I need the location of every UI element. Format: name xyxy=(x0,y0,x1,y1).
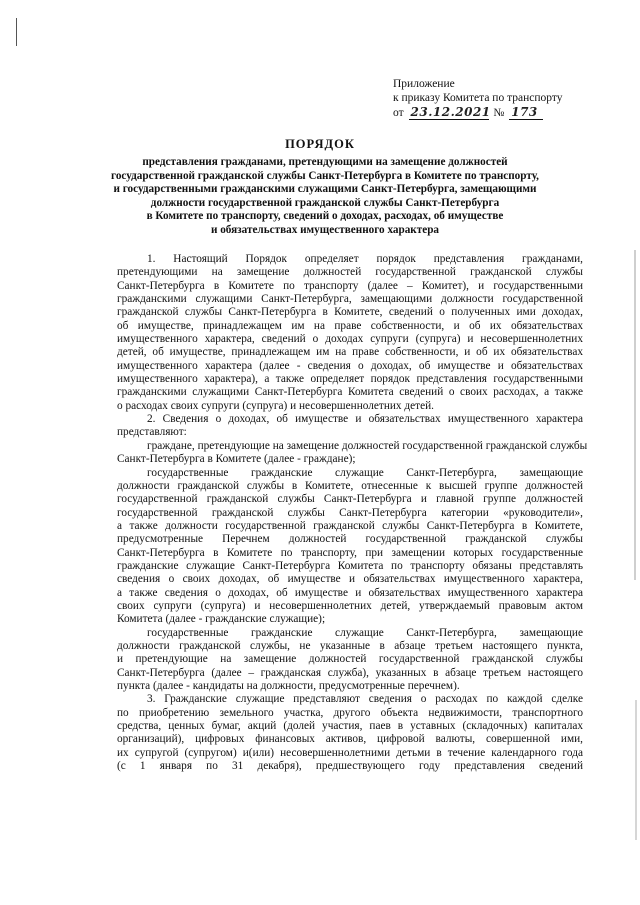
body-line: гражданскими служащими Санкт-Петербурга, замещающими должности государственной xyxy=(117,293,583,306)
body-line: сведения о своих доходах, об имуществе и обязательствах имущественного характера, xyxy=(117,573,583,586)
body-line: организаций), цифровых финансовых активов, цифровой валюты, совершенной ими, xyxy=(117,733,583,746)
appendix-label: Приложение xyxy=(393,78,455,90)
document-body xyxy=(117,253,588,773)
body-line: своих супруги (супруга) и несовершеннолетних детей, утверждаемый правовым актом xyxy=(117,599,583,612)
body-line: их супругой (супругом) и(или) несовершеннолетними детьми в течение календарного года xyxy=(117,746,583,759)
number-label: № xyxy=(493,107,505,119)
body-line: должности гражданской службы в Комитете, отнесенные к высшей группе должностей xyxy=(117,479,583,492)
body-line: гражданской службы Санкт-Петербурга в Комитете, сведений о полученных ими доходах, xyxy=(117,306,583,319)
scan-edge-shadow xyxy=(635,700,637,840)
body-line: государственные гражданские служащие Санкт-Петербурга, замещающие xyxy=(147,466,583,479)
body-line: 2. Сведения о доходах, об имуществе и обязательствах имущественного характера xyxy=(147,413,583,426)
body-line: гражданские служащие Санкт-Петербурга Комитета по транспорту обязаны представлять xyxy=(117,559,583,572)
subtitle-line: и обязательствах имущественного характера xyxy=(210,223,440,236)
body-line: должности гражданской службы, не указанные в абзаце третьем настоящего пункта, xyxy=(117,639,583,652)
subtitle-line: государственной гражданской службы Санкт-Петербурга в Комитете по транспорту, xyxy=(111,169,539,182)
handwritten-date: 23.12.2021 xyxy=(410,105,491,119)
body-line: гражданскими служащими Санкт-Петербурга Комитета сведений о своих расходах, а также xyxy=(117,386,583,399)
body-line: об имуществе, принадлежащем им на праве собственности, и об их обязательствах xyxy=(117,319,583,332)
body-line: и претендующие на замещение должностей государственной гражданской службы xyxy=(117,653,583,666)
subtitle-line: должности государственной гражданской службы Санкт-Петербурга xyxy=(150,196,500,209)
document-title: ПОРЯДОК xyxy=(285,137,355,151)
body-line: представляют: xyxy=(117,426,187,439)
body-line: имущественного характера (далее - сведения о доходах, об имуществе и обязательствах xyxy=(117,359,583,372)
body-line: средства, ценных бумаг, акций (долей участия, паев в уставных (складочных) капиталах xyxy=(117,720,583,733)
body-line: граждане, претендующие на замещение должностей государственной гражданской службы xyxy=(147,439,588,452)
body-line: Санкт-Петербурга (далее – гражданская служба), указанных в абзаце третьем настоящего xyxy=(117,666,583,679)
appendix-order-ref: к приказу Комитета по транспорту xyxy=(393,92,563,104)
body-line: государственные гражданские служащие Санкт-Петербурга, замещающие xyxy=(147,626,583,639)
body-line: претендующими на замещение должностей государственной гражданской службы xyxy=(117,266,583,279)
body-line: о расходах своих супруги (супруга) и несовершеннолетних детей. xyxy=(117,399,434,412)
subtitle-line: представления гражданами, претендующими на замещение должностей xyxy=(142,156,508,168)
body-line: Санкт-Петербурга в Комитете по транспорту (далее – Комитет), и государственными xyxy=(117,279,583,292)
body-line: имущественного характера), а также определяет порядок представления государственными xyxy=(117,373,583,386)
body-line: Санкт-Петербурга в Комитете (далее - граждане); xyxy=(117,453,356,466)
appendix-date-number xyxy=(393,105,633,120)
scan-margin-mark xyxy=(16,18,17,46)
scan-edge-shadow xyxy=(634,250,636,580)
subtitle-line: и государственными гражданскими служащими Санкт-Петербурга, замещающими xyxy=(113,183,537,196)
body-line: имущественного характера, сведений о доходах супруги (супруга) и несовершеннолетних xyxy=(117,333,583,346)
handwritten-number: 173 xyxy=(509,105,543,120)
from-label: от xyxy=(393,107,404,119)
body-line: государственной гражданской службы Санкт-Петербурга и главной группе должностей xyxy=(117,493,583,506)
body-line: пункта (далее - кандидаты на должности, предусмотренные перечнем). xyxy=(117,680,460,692)
body-line: детей, об имуществе, принадлежащем им на праве собственности, и об их обязательствах xyxy=(117,346,583,359)
body-line: 1. Настоящий Порядок определяет порядок представления гражданами, xyxy=(147,253,583,265)
body-line: а также сведения о доходах, об имуществе и обязательствах имущественного характера xyxy=(117,586,583,599)
body-line: предусмотренные Перечнем должностей государственной гражданской службы xyxy=(117,533,583,546)
body-line: (с 1 января по 31 декабря), предшествующего году представления сведений xyxy=(117,760,583,773)
body-line: по приобретению земельного участка, другого объекта недвижимости, транспортного xyxy=(117,706,583,719)
subtitle-line: в Комитете по транспорту, сведений о доходах, расходах, об имуществе xyxy=(146,210,504,223)
body-line: Комитета (далее - гражданские служащие); xyxy=(117,613,326,626)
body-line: Санкт-Петербурга в Комитете по транспорту, при замещении которых государственные xyxy=(117,546,583,559)
document-subtitle xyxy=(100,156,550,238)
appendix-header xyxy=(393,77,633,120)
body-line: 3. Гражданские служащие представляют сведения о расходах по каждой сделке xyxy=(147,693,583,706)
body-line: а также должности государственной гражданской службы Санкт-Петербурга в Комитете, xyxy=(117,519,583,532)
body-line: государственной гражданской службы Санкт-Петербурга категории «руководители», xyxy=(117,506,583,519)
